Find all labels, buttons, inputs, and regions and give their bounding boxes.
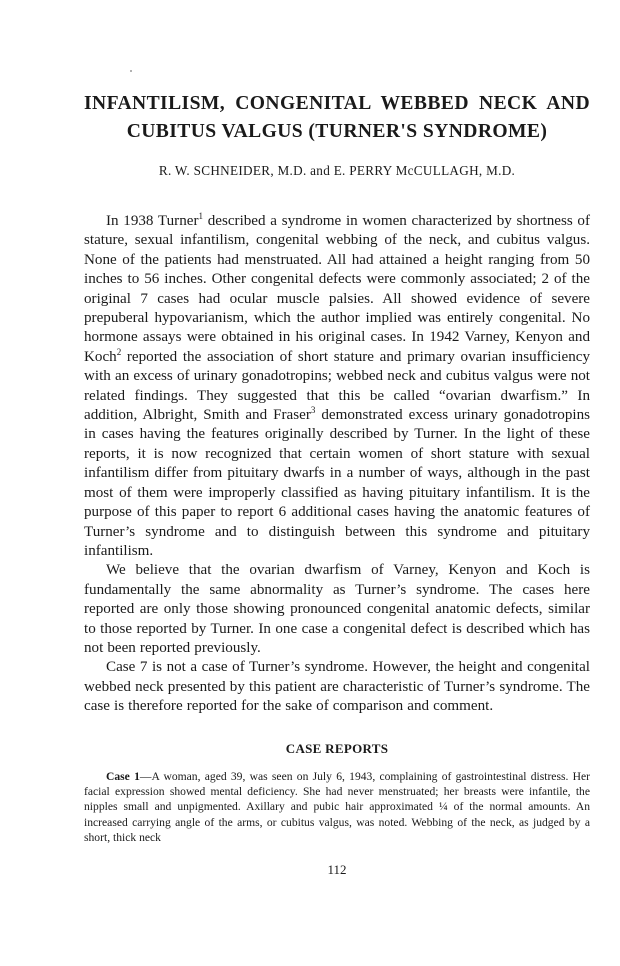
intro-text-c: reported the association of short stature and primary ovarian insufficiency with an excess of urinary gonadotropins; webbed neck and cubitus valgus were not related findings. They suggested that this be called “ovarian dwarfism.” In addition, Albright, Smith and Fraser [84, 348, 590, 424]
intro-text-d: demonstrated excess urinary gonadotropins in cases having the features originally described by Turner. In the light of these reports, it is now recognized that certain women of short stature with sexual infantilism differ from pituitary dwarfs in a number of ways, although in the past most of them were improperly classified as having pituitary infantilism. It is the purpose of this paper to report 6 additional cases having the anatomic features of Turner’s syndrome and to distinguish between this syndrome and pituitary infantilism. [84, 407, 590, 559]
second-paragraph: We believe that the ovarian dwarfism of Varney, Kenyon and Koch is fundamentally the same abnormality as Turner’s syndrome. The cases here reported are only those showing pronounced congenital anatomic defects, similar to those reported by Turner. In one case a congenital defect is described which has not been reported previously. [84, 562, 590, 656]
reference-1: 1 [198, 210, 203, 221]
print-speck [130, 70, 132, 72]
intro-paragraph [84, 212, 590, 561]
reference-2: 2 [116, 346, 122, 357]
article-body [84, 212, 590, 717]
title-line-2: CUBITUS VALGUS (TURNER'S SYNDROME) [126, 121, 548, 142]
intro-text-a: In 1938 Turner [106, 213, 199, 229]
case-1-text: —A woman, aged 39, was seen on July 6, 1943, complaining of gastrointestinal distress. Her facial expression showed mental deficiency. She had never menstruated; her breasts were infantile, the nipples small and unpigmented. Axillary and pubic hair approximated ¼ of the normal amounts. An increased carrying angle of the arms, or cubitus valgus, was noted. Webbing of the neck, as judged by a short, thick neck [84, 770, 591, 844]
section-heading: CASE REPORTS [285, 741, 389, 756]
third-paragraph: Case 7 is not a case of Turner’s syndrome. However, the height and congenital webbed neck presented by this patient are characteristic of Turner’s syndrome. The case is therefore reported for the sake of comparison and comment. [84, 659, 590, 715]
reference-3: 3 [310, 405, 316, 416]
author-line: R. W. SCHNEIDER, M.D. and E. PERRY McCULLAGH, M.D. [158, 163, 516, 178]
page-number: 112 [327, 862, 347, 877]
case-1-paragraph [84, 769, 590, 845]
case-1-lead: Case 1 [106, 770, 140, 783]
intro-text-b: described a syndrome in women characterized by shortness of stature, sexual infantilism, congenital webbing of the neck, and cubitus valgus. None of the patients had menstruated. All had attained a height ranging from 50 inches to 56 inches. Other congenital defects were commonly associated; 2 of the original 7 cases had ocular muscle palsies. All showed evidence of severe prepuberal hypovarianism, which the author implied was entirely congenital. No hormone assays were obtained in his original cases. In 1942 Varney, Kenyon and Koch [84, 213, 591, 365]
title-line-1: INFANTILISM, CONGENITAL WEBBED NECK AND [84, 93, 590, 114]
article-title [84, 90, 590, 146]
